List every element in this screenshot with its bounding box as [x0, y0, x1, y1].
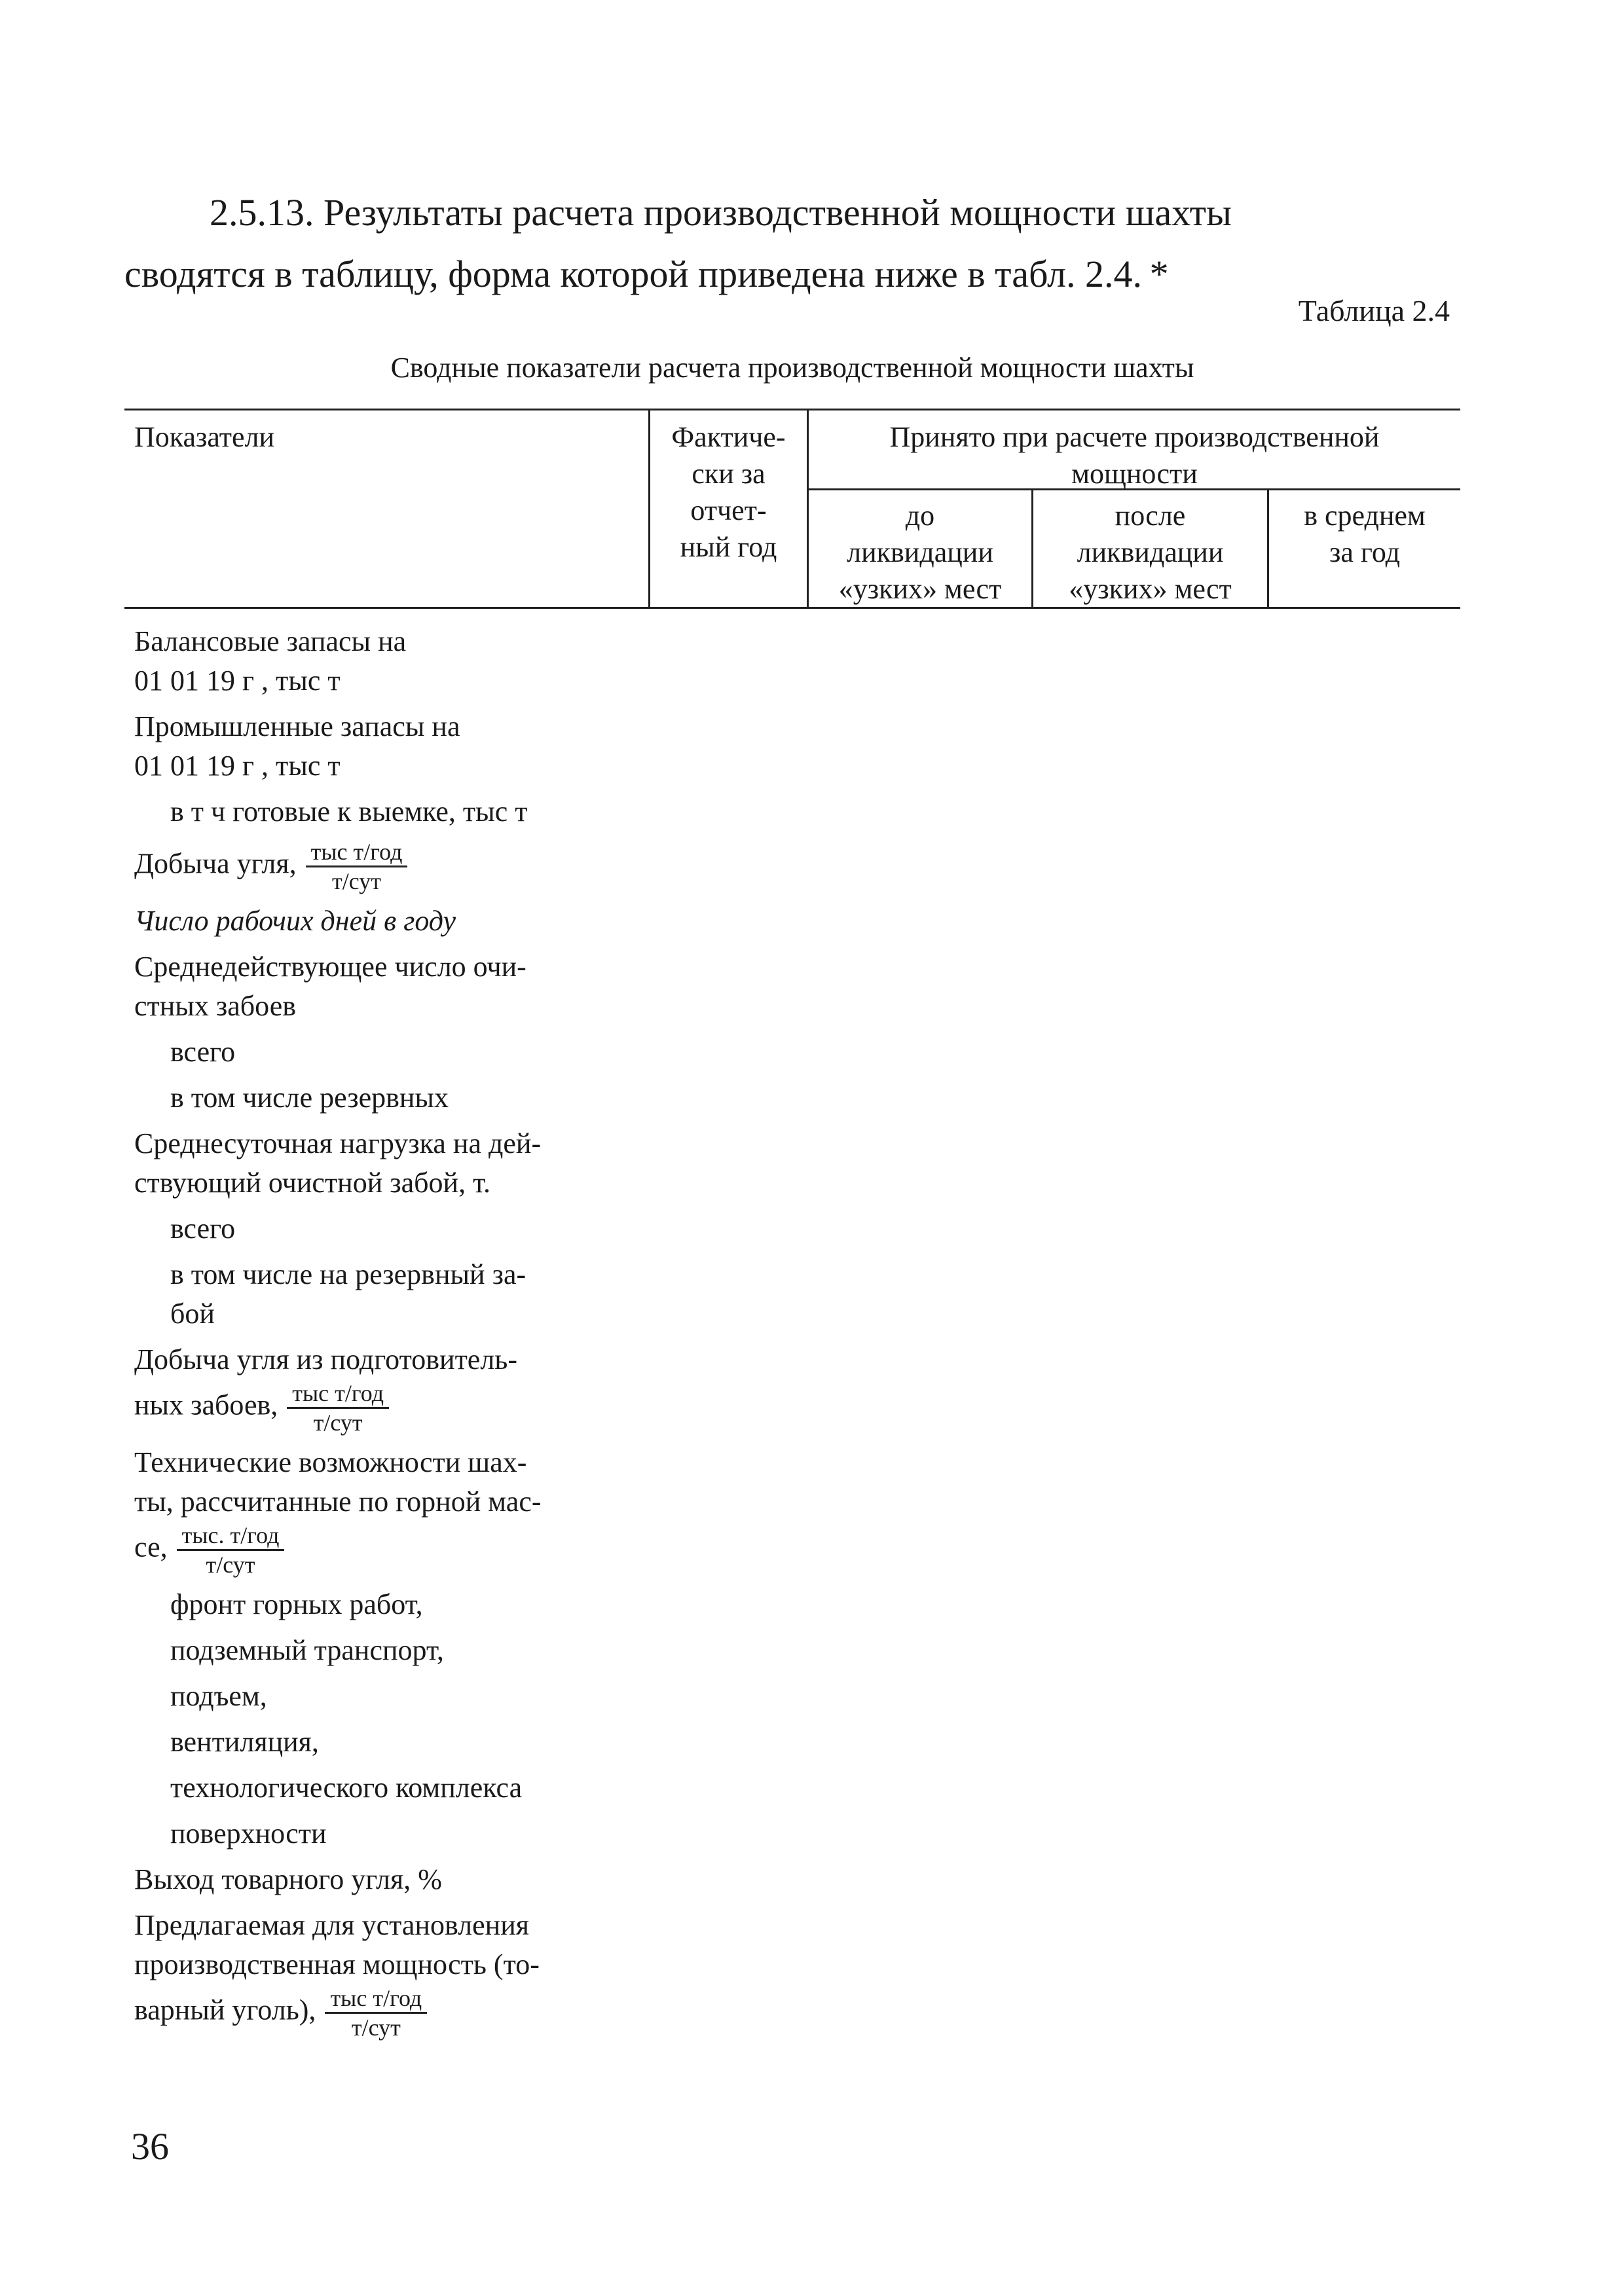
intro-paragraph: [124, 182, 1460, 305]
row-mining-front: фронт горных работ,: [170, 1588, 423, 1620]
indicator-list: [134, 622, 645, 2048]
fraction: $\frac{\text{тыс т/год}}{\text{т/сут}}$: [287, 1379, 389, 1436]
row-faces-total: всего: [170, 1036, 236, 1068]
row-proposed-capacity: Предлагаемая для установления производственная мощность (то- варный уголь), $\frac{\text{тыс т/год}}{\text{т/сут}}$: [134, 1909, 540, 2041]
header-before: до ликвидации «узких» мест: [838, 500, 1002, 605]
header-accepted: Принято при расчете производственной мощности: [889, 421, 1380, 490]
row-daily-load: Среднесуточная нагрузка на дей- ствующий очистной забой, т.: [134, 1127, 542, 1199]
row-industrial-reserves: Промышленные запасы на 01 01 19 г , тыс т: [134, 710, 460, 782]
row-working-days: Число рабочих дней в году: [134, 905, 456, 937]
header-indicators: Показатели: [134, 421, 275, 453]
table-title: Сводные показатели расчета производственной мощности шахты: [390, 352, 1194, 384]
row-balance-reserves: Балансовые запасы на 01 01 19 г , тыс т: [134, 625, 407, 697]
row-hoisting: подъем,: [170, 1680, 267, 1712]
row-development-output: Добыча угля из подготовитель- ных забоев, $\frac{\text{тыс т/год}}{\text{т/сут}}$: [134, 1343, 517, 1436]
table-top-rule: [124, 409, 1460, 410]
row-coal-output: Добыча угля, $\frac{\text{тыс т/год}}{\text{т/сут}}$: [134, 838, 645, 895]
row-faces-reserve: в том числе резервных: [170, 1082, 449, 1114]
row-surface-complex-b: поверхности: [170, 1817, 327, 1850]
intro-line-2: сводятся в таблицу, форма которой приведена ниже в табл. 2.4. *: [124, 253, 1169, 295]
fraction: $\frac{\text{тыс т/год}}{\text{т/сут}}$: [325, 1984, 427, 2041]
row-marketable-coal-yield: Выход товарного угля, %: [134, 1863, 442, 1895]
row-surface-complex-a: технологического комплекса: [170, 1772, 523, 1804]
row-load-total: всего: [170, 1212, 236, 1245]
table-number: Таблица 2.4: [1298, 294, 1450, 327]
intro-line-1: 2.5.13. Результаты расчета производственной мощности шахты: [210, 191, 1232, 234]
row-underground-transport: подземный транспорт,: [170, 1634, 444, 1666]
fraction: $\frac{\text{тыс т/год}}{\text{т/сут}}$: [306, 838, 408, 895]
row-active-faces: Среднедействующее число очи- стных забоев: [134, 951, 526, 1022]
row-ventilation: вентиляция,: [170, 1726, 319, 1758]
header-average: в среднем за год: [1304, 500, 1426, 568]
fraction: $\frac{\text{тыс. т/год}}{\text{т/сут}}$: [177, 1522, 285, 1578]
header-after: после ликвидации «узких» мест: [1069, 500, 1232, 605]
row-ready-for-extraction: в т ч готовые к выемке, тыс т: [170, 795, 528, 828]
row-load-reserve: в том числе на резервный за- бой: [170, 1258, 526, 1330]
page-number: 36: [131, 2125, 169, 2168]
header-actual: Фактиче- ски за отчет- ный год: [671, 421, 786, 563]
row-technical-capacity: Технические возможности шах- ты, рассчитанные по горной мас- се, $\frac{\text{тыс. т/год}}{\text{т/сут}}$: [134, 1446, 542, 1578]
